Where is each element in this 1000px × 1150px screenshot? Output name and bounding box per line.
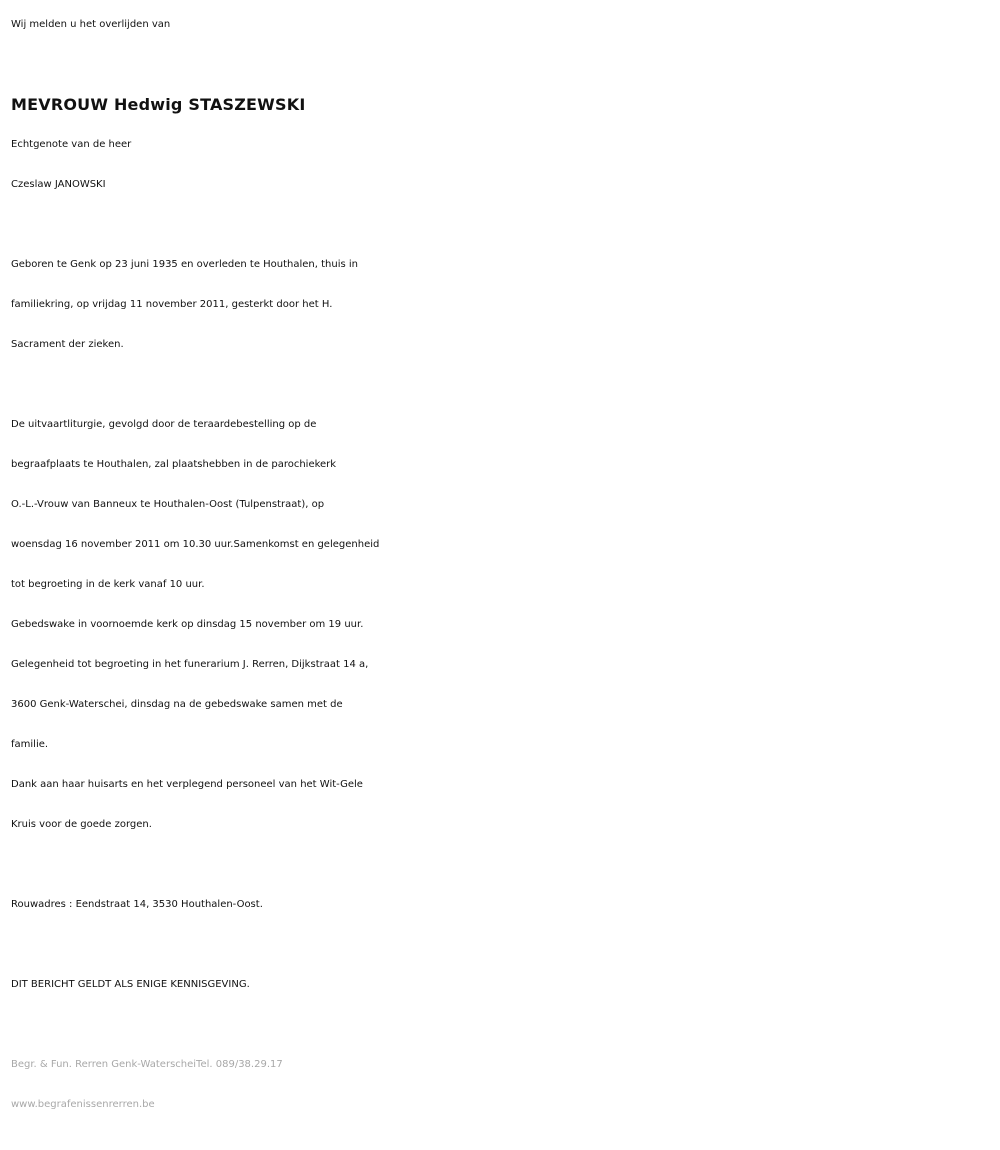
- spacer: [11, 205, 996, 245]
- obituary-notice: [11, 5, 996, 1125]
- paragraph-line: Gebedswake in voornoemde kerk op dinsdag 15 november om 19 uur.: [11, 619, 364, 630]
- intro-text: Wij melden u het overlijden van: [11, 19, 171, 30]
- website-link[interactable]: www.begrafenissenrerren.be: [11, 1099, 155, 1110]
- paragraph-line: 3600 Genk-Waterschei, dinsdag na de gebedswake samen met de: [11, 699, 343, 710]
- funeral-home-contact: Begr. & Fun. Rerren Genk-WaterscheiTel. 089/38.29.17: [11, 1059, 283, 1070]
- ceremony-paragraph: [11, 405, 996, 845]
- paragraph-line: Sacrament der zieken.: [11, 339, 124, 350]
- spacer: [11, 845, 996, 885]
- deceased-name: MEVROUW Hedwig STASZEWSKI: [11, 95, 306, 114]
- paragraph-line: Dank aan haar huisarts en het verplegend personeel van het Wit-Gele: [11, 779, 363, 790]
- paragraph-line: familiekring, op vrijdag 11 november 2011, gesterkt door het H.: [11, 299, 333, 310]
- paragraph-line: De uitvaartliturgie, gevolgd door de teraardebestelling op de: [11, 419, 317, 430]
- official-notice: DIT BERICHT GELDT ALS ENIGE KENNISGEVING.: [11, 979, 250, 990]
- mourning-address: Rouwadres : Eendstraat 14, 3530 Houthalen-Oost.: [11, 899, 263, 910]
- paragraph-line: Geboren te Genk op 23 juni 1935 en overleden te Houthalen, thuis in: [11, 259, 359, 270]
- spouse-line-1: Echtgenote van de heer: [11, 139, 132, 150]
- paragraph-line: O.-L.-Vrouw van Banneux te Houthalen-Oost (Tulpenstraat), op: [11, 499, 325, 510]
- paragraph-line: familie.: [11, 739, 49, 750]
- paragraph-line: Gelegenheid tot begroeting in het funerarium J. Rerren, Dijkstraat 14 a,: [11, 659, 369, 670]
- paragraph-line: Kruis voor de goede zorgen.: [11, 819, 152, 830]
- spacer: [11, 1005, 996, 1045]
- spacer: [11, 365, 996, 405]
- paragraph-line: woensdag 16 november 2011 om 10.30 uur.Samenkomst en gelegenheid: [11, 539, 380, 550]
- footer: [11, 1045, 996, 1125]
- spacer: [11, 925, 996, 965]
- spouse-line-2: Czeslaw JANOWSKI: [11, 179, 106, 190]
- birth-death-paragraph: [11, 245, 996, 365]
- paragraph-line: begraafplaats te Houthalen, zal plaatshebben in de parochiekerk: [11, 459, 337, 470]
- paragraph-line: tot begroeting in de kerk vanaf 10 uur.: [11, 579, 205, 590]
